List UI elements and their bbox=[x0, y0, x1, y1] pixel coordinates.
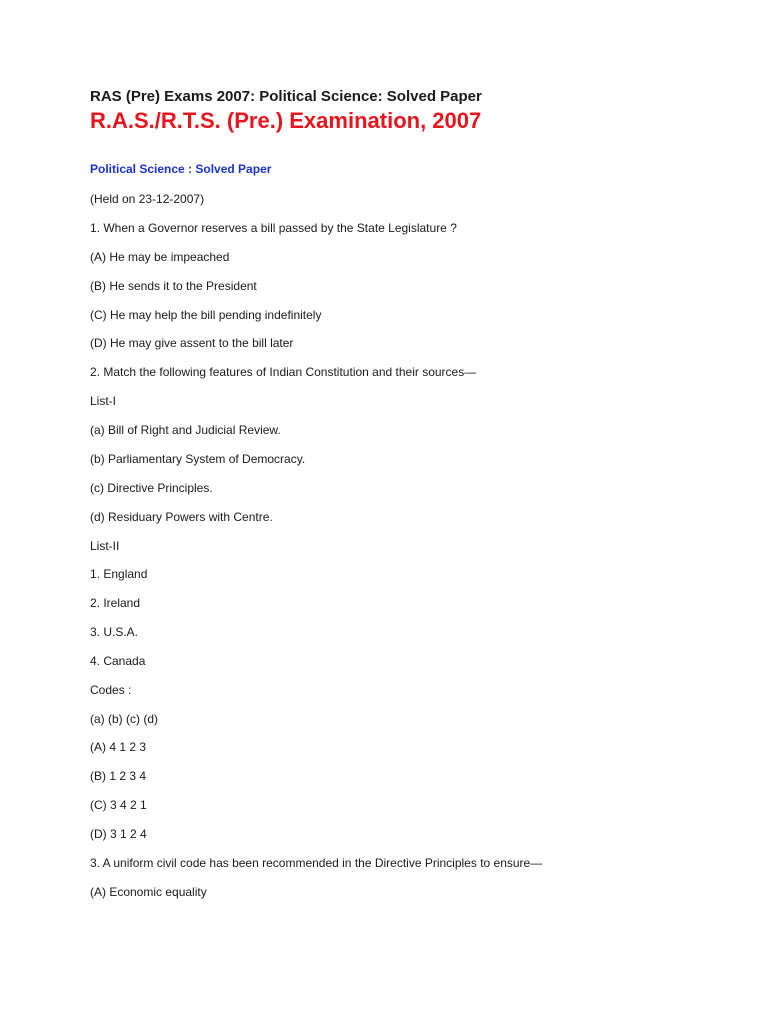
list-2-heading: List-II bbox=[90, 539, 120, 553]
question-2-option-d: (D) 3 1 2 4 bbox=[90, 827, 147, 841]
codes-heading: Codes : bbox=[90, 683, 132, 697]
codes-columns: (a) (b) (c) (d) bbox=[90, 712, 158, 726]
list-1-heading: List-I bbox=[90, 394, 117, 408]
question-1: 1. When a Governor reserves a bill passed by the State Legislature ? bbox=[90, 221, 457, 235]
list-1-item-c: (c) Directive Principles. bbox=[90, 481, 213, 495]
question-1-option-a: (A) He may be impeached bbox=[90, 250, 230, 264]
question-1-option-b: (B) He sends it to the President bbox=[90, 279, 257, 293]
list-2-item-1: 1. England bbox=[90, 567, 148, 581]
question-3-option-a: (A) Economic equality bbox=[90, 885, 207, 899]
list-1-item-b: (b) Parliamentary System of Democracy. bbox=[90, 452, 306, 466]
question-1-option-c: (C) He may help the bill pending indefinitely bbox=[90, 308, 322, 322]
question-1-option-d: (D) He may give assent to the bill later bbox=[90, 336, 294, 350]
list-1-item-a: (a) Bill of Right and Judicial Review. bbox=[90, 423, 281, 437]
document-page bbox=[90, 88, 730, 899]
question-2: 2. Match the following features of Indian Constitution and their sources— bbox=[90, 365, 477, 379]
question-3: 3. A uniform civil code has been recommended in the Directive Principles to ensure— bbox=[90, 856, 543, 870]
question-2-option-a: (A) 4 1 2 3 bbox=[90, 740, 147, 754]
list-2-item-4: 4. Canada bbox=[90, 654, 146, 668]
list-2-item-2: 2. Ireland bbox=[90, 596, 141, 610]
question-2-option-c: (C) 3 4 2 1 bbox=[90, 798, 147, 812]
document-title: RAS (Pre) Exams 2007: Political Science: Solved Paper bbox=[90, 88, 482, 105]
question-2-option-b: (B) 1 2 3 4 bbox=[90, 769, 147, 783]
held-date-line: (Held on 23-12-2007) bbox=[90, 192, 205, 206]
list-1-item-d: (d) Residuary Powers with Centre. bbox=[90, 510, 273, 524]
subject-heading: Political Science : Solved Paper bbox=[90, 162, 272, 176]
examination-heading: R.A.S./R.T.S. (Pre.) Examination, 2007 bbox=[90, 108, 482, 133]
list-2-item-3: 3. U.S.A. bbox=[90, 625, 139, 639]
